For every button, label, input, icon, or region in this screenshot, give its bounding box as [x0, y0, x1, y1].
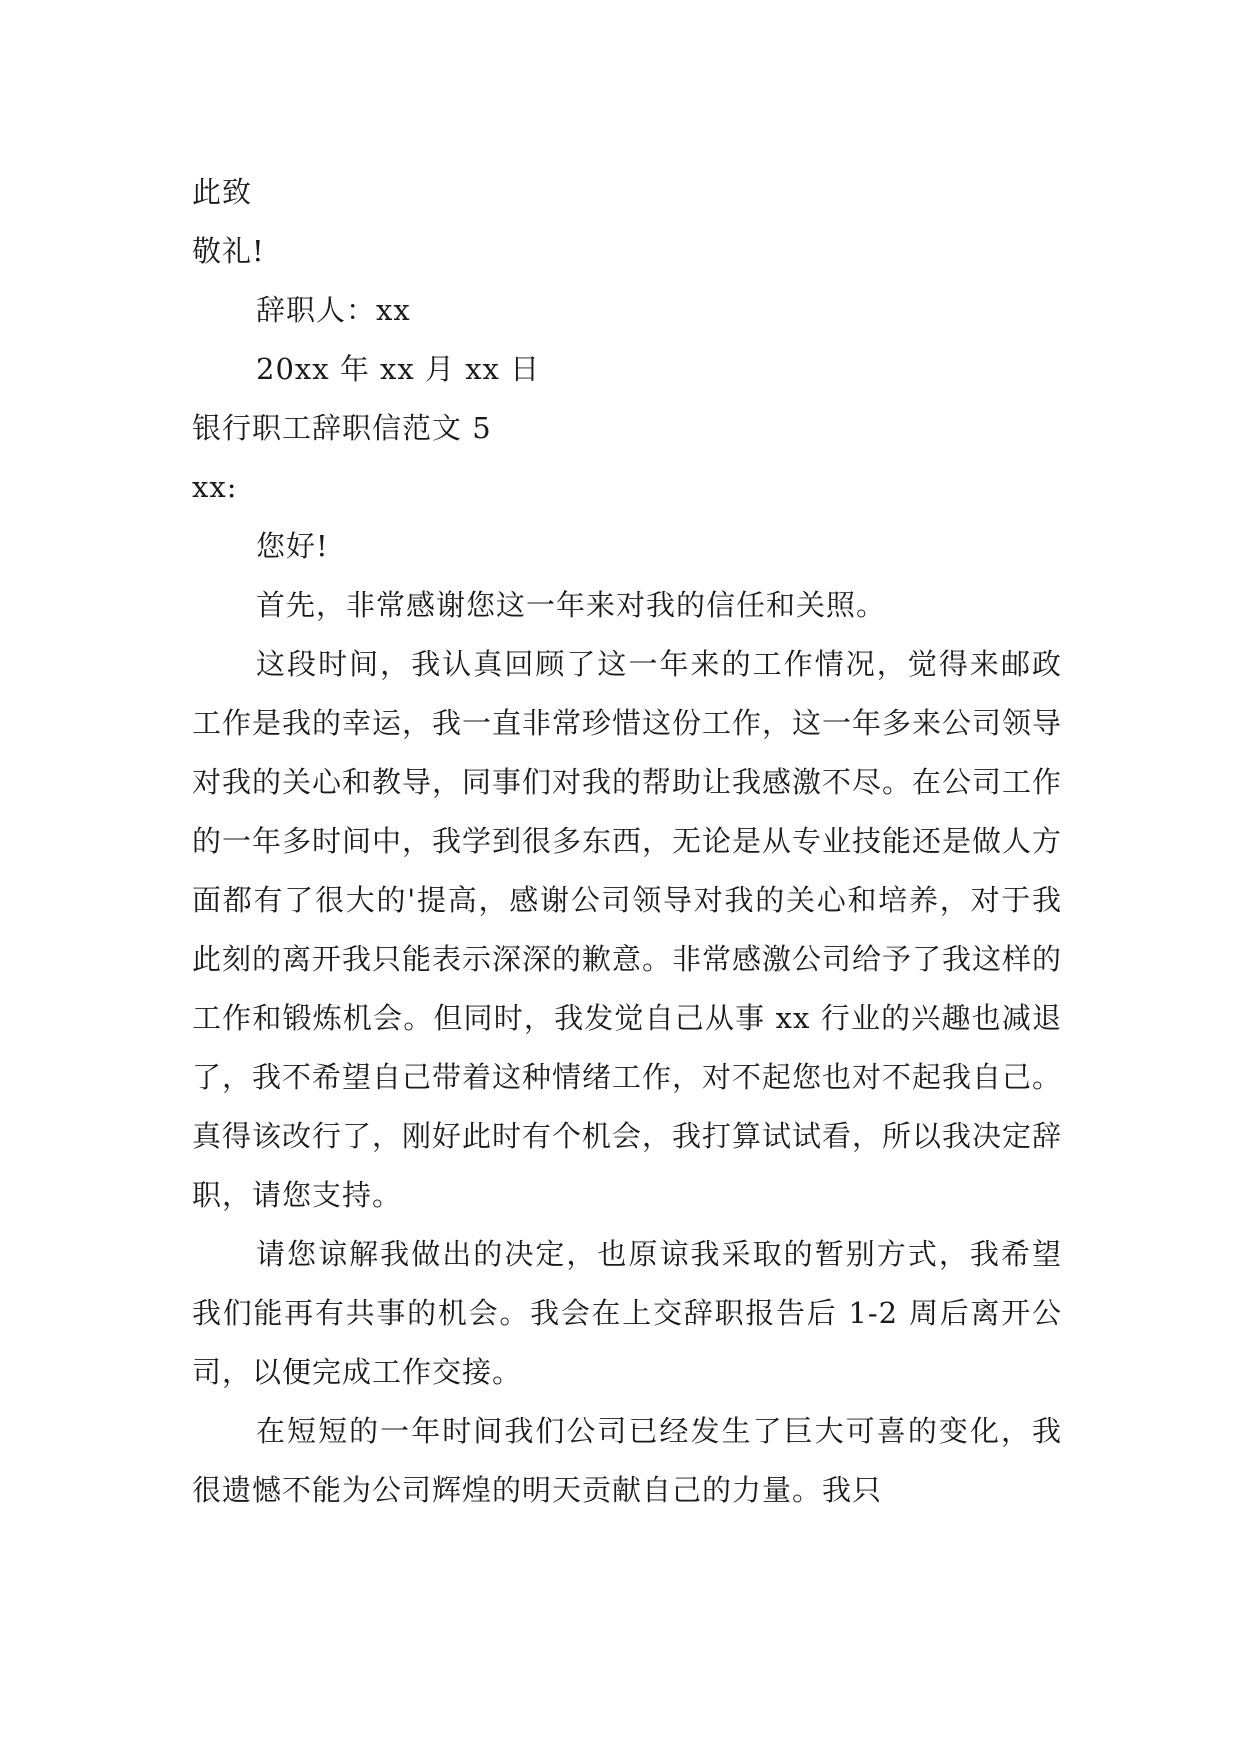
section-title: 银行职工辞职信范文 5 — [192, 411, 492, 445]
paragraph-2: 这段时间，我认真回顾了这一年来的工作情况，觉得来邮政工作是我的幸运，我一直非常珍惜这份工作，这一年多来公司领导对我的关心和教导，同事们对我的帮助让我感激不尽。在公司工作的一年多时间中，我学到很多东西，无论是从专业技能还是做人方面都有了很大的'提高，感谢公司领导对我的关心和培养，对于我此刻的离开我只能表示深深的歉意。非常感激公司给予了我这样的工作和锻炼机会。但同时，我发觉自己从事 xx 行业的兴趣也减退了，我不希望自己带着这种情绪工作，对不起您也对不起我自己。真得该改行了，刚好此时有个机会，我打算试试看，所以我决定辞职，请您支持。 — [192, 647, 1063, 1212]
document-body — [192, 163, 1062, 1520]
paragraph-3: 请您谅解我做出的决定，也原谅我采取的暂别方式，我希望我们能再有共事的机会。我会在上交辞职报告后 1-2 周后离开公司，以便完成工作交接。 — [192, 1237, 1062, 1389]
closing-line-1: 此致 — [192, 175, 253, 209]
date-line: 20xx 年 xx 月 xx 日 — [256, 352, 541, 386]
greeting-line: 您好! — [256, 529, 329, 563]
signer-line: 辞职人：xx — [256, 293, 411, 327]
paragraph-4: 在短短的一年时间我们公司已经发生了巨大可喜的变化，我很遗憾不能为公司辉煌的明天贡献自己的力量。我只 — [192, 1414, 1062, 1507]
closing-line-2: 敬礼! — [192, 234, 265, 268]
addressee-line: xx: — [192, 470, 238, 504]
paragraph-1: 首先，非常感谢您这一年来对我的信任和关照。 — [256, 588, 887, 622]
